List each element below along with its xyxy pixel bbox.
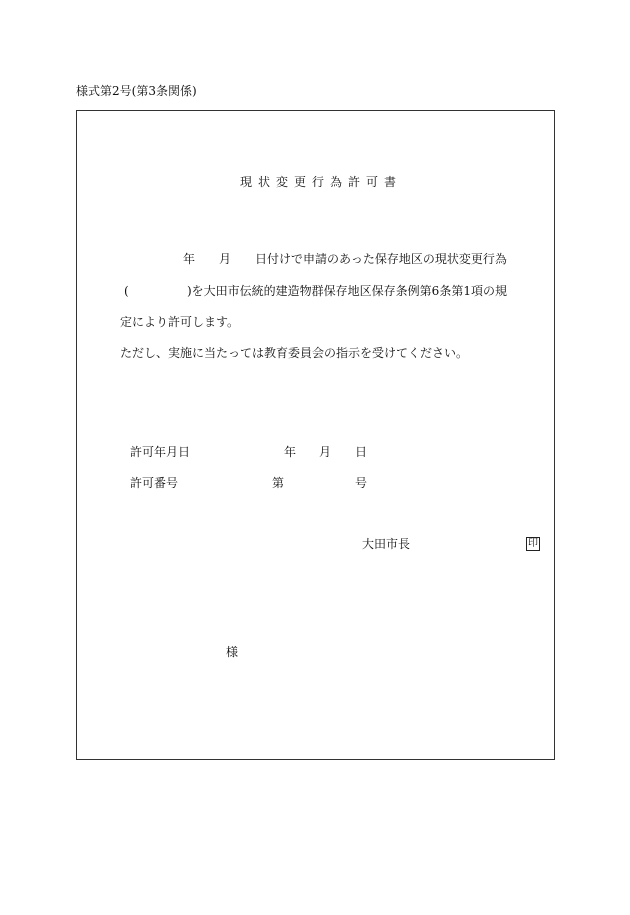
document-title: 現状変更行為許可書 <box>240 175 403 189</box>
permit-number-suffix: 号 <box>355 476 368 490</box>
addressee-honorific: 様 <box>226 645 239 659</box>
permit-date-month: 月 <box>319 445 332 459</box>
permit-date-day: 日 <box>355 445 368 459</box>
body-line-4: ただし、実施に当たっては教育委員会の指示を受けてください。 <box>120 346 469 360</box>
body-line-2: )を大田市伝統的建造物群保存地区保存条例第6条第1項の規 <box>187 284 507 298</box>
permit-number-prefix: 第 <box>272 476 285 490</box>
application-year-label: 年 <box>183 252 196 266</box>
body-line-3: 定により許可します。 <box>120 315 240 329</box>
permit-number-label: 許可番号 <box>130 476 179 490</box>
body-line-1: 日付けで申請のあった保存地区の現状変更行為 <box>255 252 507 266</box>
seal-mark: 印 <box>528 538 538 549</box>
open-parenthesis: ( <box>124 284 129 298</box>
issuer-title: 大田市長 <box>362 537 411 551</box>
permit-date-year: 年 <box>284 445 297 459</box>
permit-date-label: 許可年月日 <box>130 445 191 459</box>
document-frame <box>76 110 555 760</box>
application-month-label: 月 <box>219 252 232 266</box>
form-number-label: 様式第2号(第3条関係) <box>76 84 197 98</box>
